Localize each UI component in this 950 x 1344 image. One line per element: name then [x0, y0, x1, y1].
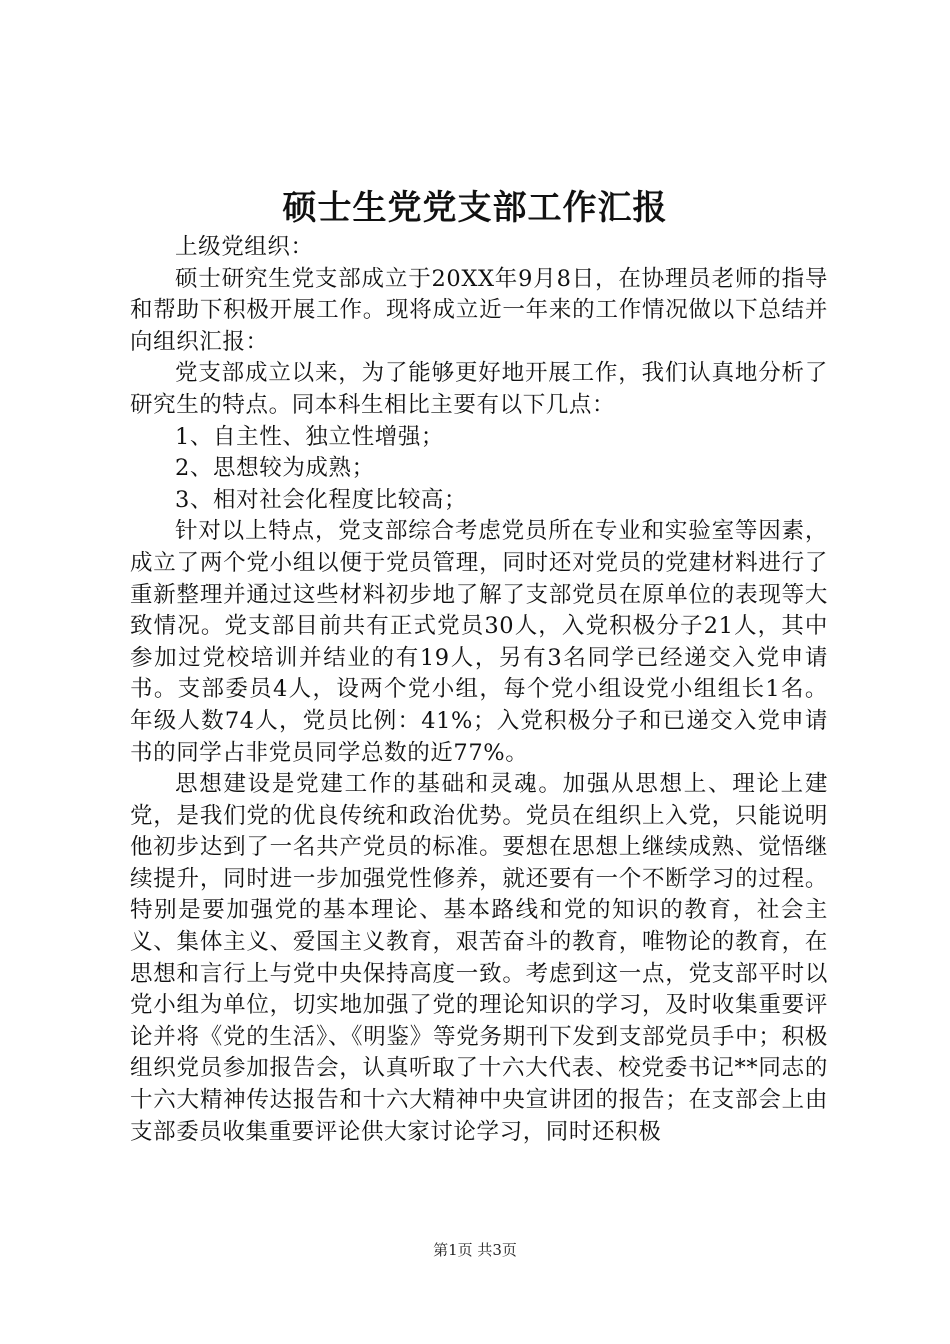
list-item-1: 1、自主性、独立性增强；	[175, 423, 445, 450]
ideology-paragraph: 思想建设是党建工作的基础和灵魂。加强从思想上、理论上建党，是我们党的优良传统和政治优势。党员在组织上入党，只能说明他初步达到了一名共产党员的标准。要想在思想上继续成熟、觉悟继续提升，同时进一步加强党性修养，就还要有一个不断学习的过程。特别是要加强党的基本理论、基本路线和党的知识的教育，社会主义、集体主义、爱国主义教育，艰苦奋斗的教育，唯物论的教育，在思想和言行上与党中央保持高度一致。考虑到这一点，党支部平时以党小组为单位，切实地加强了党的理论知识的学习，及时收集重要评论并将《党的生活》、《明鉴》等党务期刊下发到支部党员手中；积极组织党员参加报告会，认真听取了十六大代表、校党委书记**同志的十六大精神传达报告和十六大精神中央宣讲团的报告；在支部会上由支部委员收集重要评论供大家讨论学习，同时还积极	[130, 771, 828, 1145]
list-item-3: 3、相对社会化程度比较高；	[175, 486, 468, 513]
page-number: 第1页 共3页	[433, 1241, 517, 1259]
document-body	[130, 232, 828, 1148]
salutation-paragraph: 上级党组织：	[175, 234, 314, 260]
analysis-paragraph: 党支部成立以来，为了能够更好地开展工作，我们认真地分析了研究生的特点。同本科生相比主要有以下几点：	[130, 360, 828, 418]
intro-paragraph: 硕士研究生党支部成立于20XX年9月8日，在协理员老师的指导和帮助下积极开展工作。现将成立近一年来的工作情况做以下总结并向组织汇报：	[130, 265, 828, 355]
document-title: 硕士生党党支部工作汇报	[282, 188, 668, 228]
organization-paragraph: 针对以上特点，党支部综合考虑党员所在专业和实验室等因素，成立了两个党小组以便于党员管理，同时还对党员的党建材料进行了重新整理并通过这些材料初步地了解了支部党员在原单位的表现等大致情况。党支部目前共有正式党员30人，入党积极分子21人，其中参加过党校培训并结业的有19人，另有3名同学已经递交入党申请书。支部委员4人，设两个党小组，每个党小组设党小组组长1名。年级人数74人，党员比例：41%；入党积极分子和已递交入党申请书的同学占非党员同学总数的近77%。	[130, 518, 828, 766]
list-item-2: 2、思想较为成熟；	[175, 455, 375, 482]
